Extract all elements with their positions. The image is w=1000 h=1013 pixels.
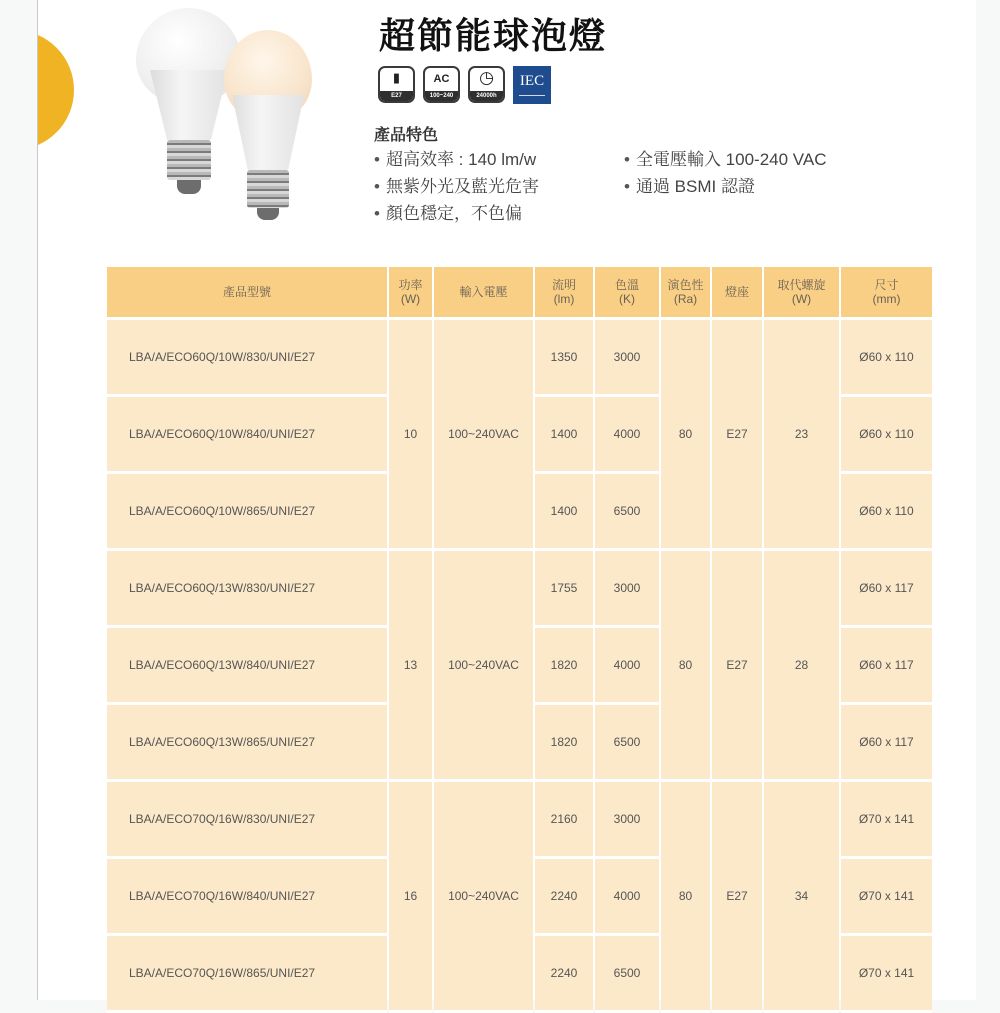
cell-model: LBA/A/ECO60Q/10W/840/UNI/E27 (107, 397, 387, 474)
cell-cct: 3000 (595, 551, 659, 628)
cell-lumen: 1820 (535, 705, 593, 782)
features-heading: 產品特色 (374, 127, 439, 144)
cell-size: Ø70 x 141 (841, 936, 932, 1013)
header-model: 產品型號 (107, 267, 387, 320)
cell-base: E27 (712, 320, 762, 551)
feature-item: • 無紫外光及藍光危害 (374, 173, 539, 200)
cell-cct: 6500 (595, 936, 659, 1013)
cell-cct: 4000 (595, 628, 659, 705)
cell-cct: 3000 (595, 782, 659, 859)
cell-lumen: 1350 (535, 320, 593, 397)
cell-size: Ø70 x 141 (841, 859, 932, 936)
cell-size: Ø60 x 110 (841, 320, 932, 397)
cell-model: LBA/A/ECO70Q/16W/830/UNI/E27 (107, 782, 387, 859)
cell-lumen: 1400 (535, 397, 593, 474)
header-cri: 演色性 (Ra) (661, 267, 710, 320)
cell-replace: 28 (764, 551, 839, 782)
product-page (37, 0, 976, 1000)
cell-lumen: 1755 (535, 551, 593, 628)
header-size: 尺寸 (mm) (841, 267, 932, 320)
cell-model: LBA/A/ECO60Q/13W/840/UNI/E27 (107, 628, 387, 705)
table-row (107, 782, 932, 859)
accent-half-circle (0, 30, 74, 150)
cell-replace: 23 (764, 320, 839, 551)
cell-model: LBA/A/ECO60Q/13W/830/UNI/E27 (107, 551, 387, 628)
product-title: 超節能球泡燈 (379, 16, 608, 57)
cell-power: 16 (389, 782, 432, 1013)
cell-cri: 80 (661, 782, 710, 1013)
cell-size: Ø70 x 141 (841, 782, 932, 859)
cell-size: Ø60 x 110 (841, 474, 932, 551)
cell-base: E27 (712, 782, 762, 1013)
table-header-row (107, 267, 932, 320)
feature-item: • 顏色穩定，不色偏 (374, 200, 539, 227)
bulb-warm-white-image (224, 25, 324, 225)
cell-model: LBA/A/ECO60Q/10W/830/UNI/E27 (107, 320, 387, 397)
cell-model: LBA/A/ECO60Q/10W/865/UNI/E27 (107, 474, 387, 551)
header-replace: 取代螺旋 (W) (764, 267, 839, 320)
cell-power: 13 (389, 551, 432, 782)
header-cct: 色溫 (K) (595, 267, 659, 320)
cell-size: Ø60 x 110 (841, 397, 932, 474)
cell-cct: 6500 (595, 705, 659, 782)
cell-cct: 6500 (595, 474, 659, 551)
cell-lumen: 1400 (535, 474, 593, 551)
cell-cct: 4000 (595, 859, 659, 936)
cell-lumen: 2240 (535, 936, 593, 1013)
table-row (107, 320, 932, 397)
cell-power: 10 (389, 320, 432, 551)
feature-item: • 通過 BSMI 認證 (624, 173, 826, 200)
table-row (107, 551, 932, 628)
cell-model: LBA/A/ECO70Q/16W/840/UNI/E27 (107, 859, 387, 936)
spec-table (105, 267, 934, 1013)
cell-cri: 80 (661, 320, 710, 551)
header-base: 燈座 (712, 267, 762, 320)
cell-model: LBA/A/ECO60Q/13W/865/UNI/E27 (107, 705, 387, 782)
spec-icons-row (378, 66, 551, 104)
e27-base-icon: ▮ E27 (378, 66, 415, 103)
cell-lumen: 2240 (535, 859, 593, 936)
header-voltage: 輸入電壓 (434, 267, 533, 320)
cell-base: E27 (712, 551, 762, 782)
cell-lumen: 2160 (535, 782, 593, 859)
cell-model: LBA/A/ECO70Q/16W/865/UNI/E27 (107, 936, 387, 1013)
cell-size: Ø60 x 117 (841, 628, 932, 705)
cell-cct: 3000 (595, 320, 659, 397)
iec-logo-icon: IEC (513, 66, 551, 104)
cell-voltage: 100~240VAC (434, 320, 533, 551)
cell-cri: 80 (661, 551, 710, 782)
cell-voltage: 100~240VAC (434, 782, 533, 1013)
cell-replace: 34 (764, 782, 839, 1013)
ac-voltage-icon: AC 100~240 (423, 66, 460, 103)
cell-size: Ø60 x 117 (841, 705, 932, 782)
cell-voltage: 100~240VAC (434, 551, 533, 782)
product-image-bulbs (136, 0, 306, 225)
cell-lumen: 1820 (535, 628, 593, 705)
lifetime-clock-icon: ◷ 24000h (468, 66, 505, 103)
header-lumen: 流明 (lm) (535, 267, 593, 320)
feature-item: • 超高效率 : 140 lm/w (374, 146, 539, 173)
cell-size: Ø60 x 117 (841, 551, 932, 628)
header-power: 功率 (W) (389, 267, 432, 320)
cell-cct: 4000 (595, 397, 659, 474)
feature-item: • 全電壓輸入 100-240 VAC (624, 146, 826, 173)
